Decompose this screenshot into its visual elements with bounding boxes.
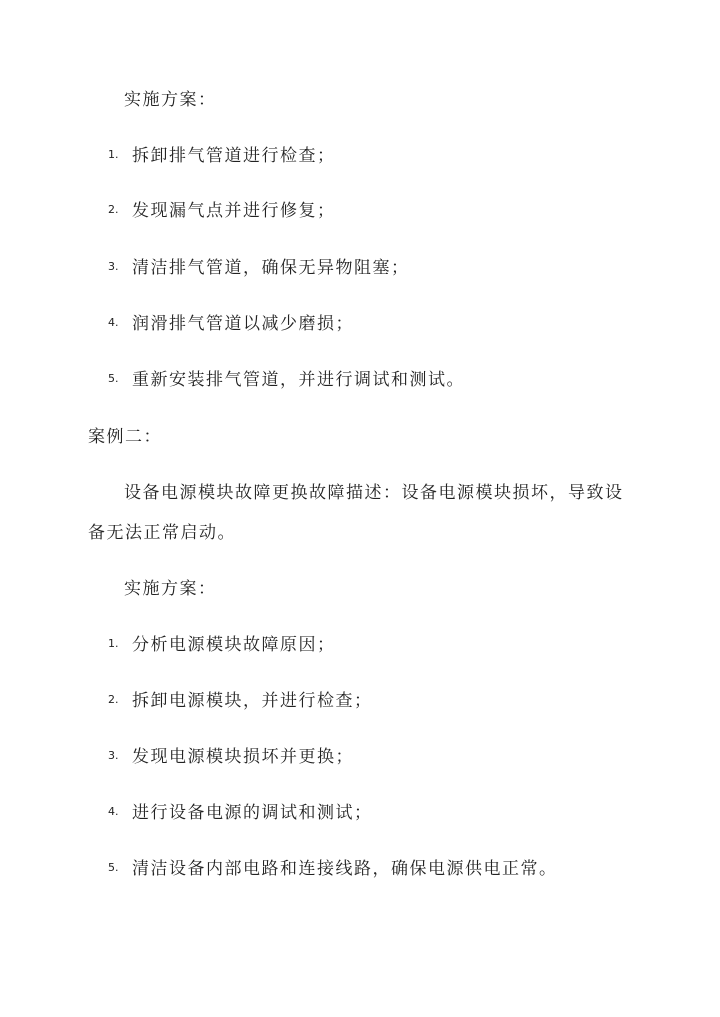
list-number: 5. (108, 372, 119, 385)
list-text: 润滑排气管道以减少磨损； (132, 314, 354, 334)
list-number: 3. (108, 260, 119, 273)
list-text: 清洁排气管道，确保无异物阻塞； (132, 258, 410, 278)
fault-description-text: 设备电源模块故障更换故障描述：设备电源模块损坏，导致设 (124, 483, 624, 503)
list-item (108, 689, 373, 713)
list-item (108, 256, 410, 280)
list-item (108, 144, 336, 168)
list-number: 1. (108, 637, 119, 650)
list-number: 4. (108, 316, 119, 329)
list-item (108, 745, 354, 769)
list-number: 4. (108, 805, 119, 818)
list-number: 1. (108, 148, 119, 161)
list-item (108, 199, 336, 223)
implementation-plan-heading: 实施方案： (124, 579, 217, 599)
list-text: 清洁设备内部电路和连接线路，确保电源供电正常。 (132, 859, 558, 879)
implementation-plan-heading: 实施方案： (124, 90, 217, 110)
list-text: 拆卸排气管道进行检查； (132, 146, 336, 166)
fault-description-line-2: 备无法正常启动。 (88, 523, 236, 543)
list-text: 拆卸电源模块，并进行检查； (132, 691, 373, 711)
case-two-title: 案例二： (88, 427, 162, 447)
list-text: 发现电源模块损坏并更换； (132, 747, 354, 767)
list-text: 分析电源模块故障原因； (132, 635, 336, 655)
list-text: 进行设备电源的调试和测试； (132, 803, 373, 823)
list-number: 5. (108, 861, 119, 874)
fault-description-line-1 (88, 481, 624, 505)
list-text: 重新安装排气管道，并进行调试和测试。 (132, 370, 465, 390)
list-item (108, 633, 336, 657)
list-number: 3. (108, 749, 119, 762)
list-item (108, 312, 354, 336)
list-item (108, 801, 373, 825)
list-item (108, 368, 465, 392)
list-number: 2. (108, 693, 119, 706)
list-number: 2. (108, 203, 119, 216)
list-text: 发现漏气点并进行修复； (132, 201, 336, 221)
list-item (108, 857, 558, 881)
